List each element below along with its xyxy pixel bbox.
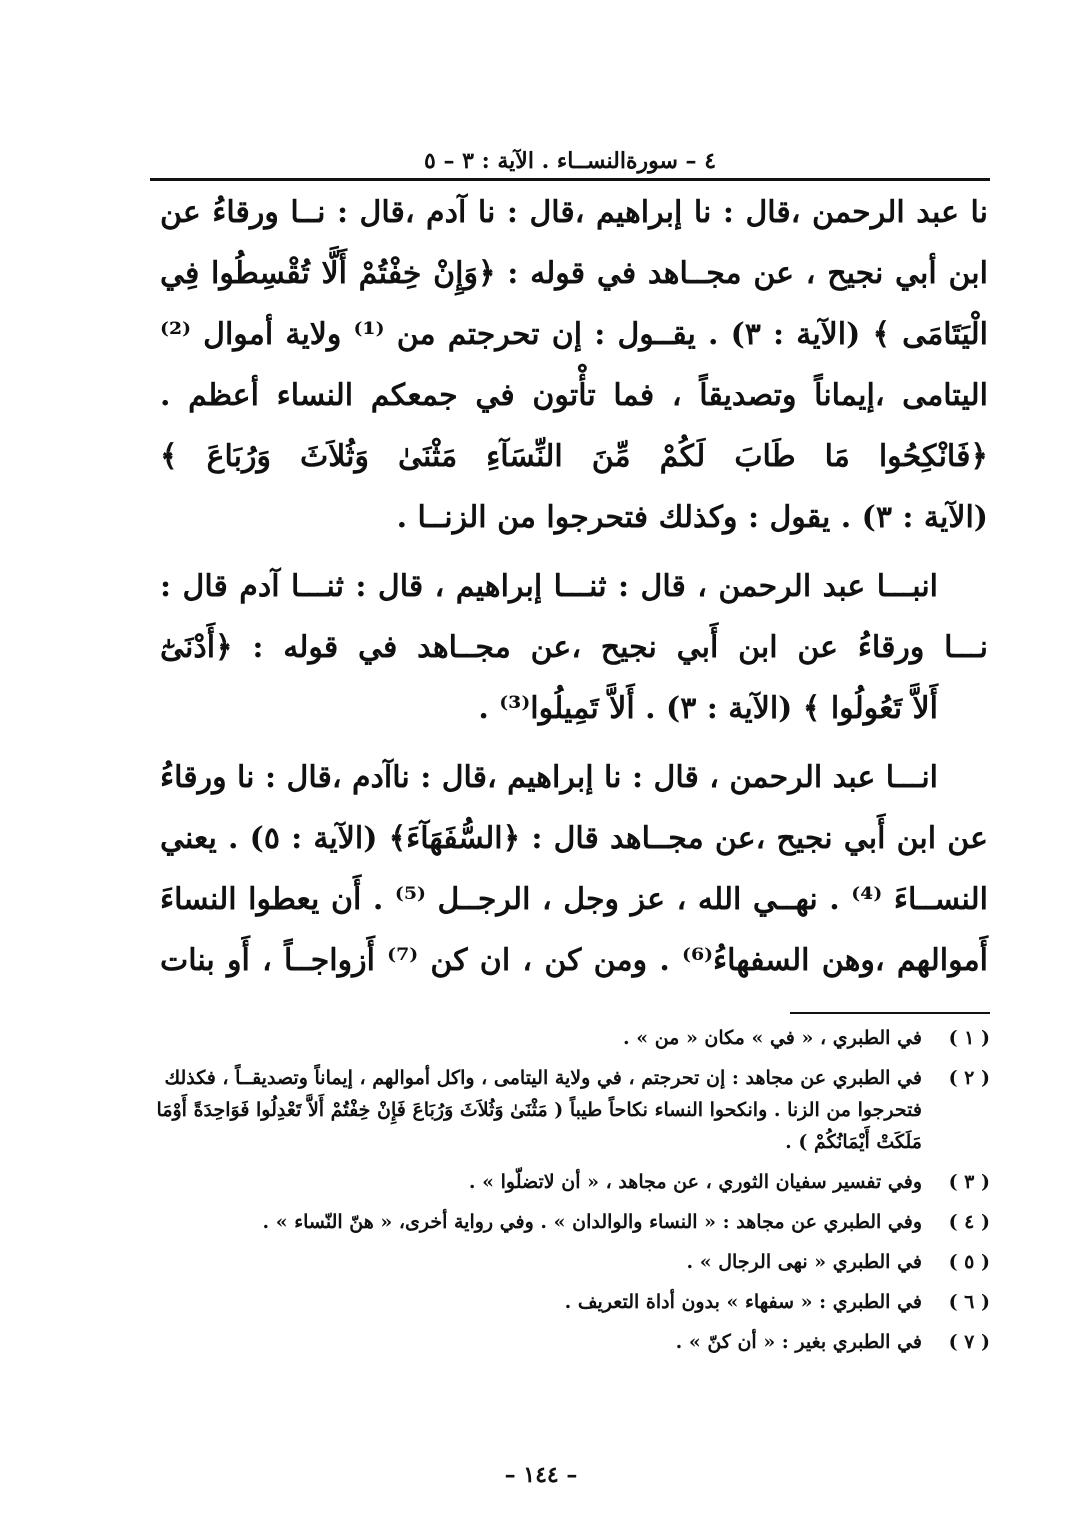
footnote-number: ( ١ ) xyxy=(948,1027,990,1049)
text-line: أعظم . ﴿فَانْكِحُوا مَا طَابَ لَكُمْ مِّنَ النِّسَآءِ مَثْنَىٰ وَثُلاَثَ وَرُبَاعَ ﴾ xyxy=(160,378,988,474)
text-line: (الآية : ٣) . يقول : وكذلك فتحرجوا من الزنــا . xyxy=(396,500,988,535)
footnote-text: في الطبري عن مجاهد : إن تحرجتم ، في ولاية اليتامى ، واكل أموالهم ، إيماناً وتصديقــاً ، فكذلك فتحرجوا من الزنا . وانكحوا النساء نكاحاً طيباً ( مَثْنَىٰ وَثُلاَثَ وَرُبَاعَ فَإِنْ خِفْتُمْ أَلاَّ تَعْدِلُوا فَوَاحِدَةً أَوْمَا مَلَكَتْ أَيْمَانُكُمْ ) . xyxy=(156,1067,922,1153)
footnote-1 xyxy=(140,1022,990,1054)
footnote-number: ( ٤ ) xyxy=(948,1211,990,1233)
text-line: تُقْسِطُوا فِي الْيَتَامَى ﴾ (الآية : ٣) . يقــول : إن تحرجتم من ⁽¹⁾ ولاية xyxy=(160,256,988,352)
text-line: يعني النســاءَ ⁽⁴⁾ . نهــي الله ، عز وجل ، الرجــل ⁽⁵⁾ . أَن يعطوا النساءَ xyxy=(160,821,989,917)
text-line: أَموالهم ،وهن السفهاءُ⁽⁶⁾ . ومن كن ، ان كن ⁽⁷⁾ أَزواجــاً ، أَو بنات xyxy=(160,943,989,978)
text-line: قال : نـــا ورقاءُ عن ابن أَبي نجيح ،عن مجــاهد في قوله : ﴿أَدْنَىٰٓ xyxy=(160,569,988,665)
paragraph-3 xyxy=(160,747,988,991)
footnote-number: ( ٢ ) xyxy=(948,1067,990,1089)
text-line: ورقاءُ عن ابن أبي نجيح ، عن مجــاهد في قوله : ﴿وَإِنْ خِفْتُمْ أَلَّا xyxy=(160,195,988,291)
footnotes xyxy=(140,1022,990,1366)
footnote-5 xyxy=(140,1246,990,1278)
footnote-rule xyxy=(790,1012,990,1014)
paragraph-2 xyxy=(160,556,988,739)
footnote-text: وفي الطبري عن مجاهد : « النساء والوالدان » . وفي رواية أخرى، « هنّ النّساء » . xyxy=(262,1211,922,1233)
text-line: أَلاَّ تَعُولُوا ﴾ (الآية : ٣) . أَلاَّ تَمِيلُوا⁽³⁾ . xyxy=(478,691,938,726)
footnote-number: ( ٦ ) xyxy=(948,1291,990,1313)
footnote-text: في الطبري « نهى الرجال » . xyxy=(686,1251,922,1273)
main-text xyxy=(160,182,988,991)
paragraph-1 xyxy=(160,182,988,548)
footnote-text: في الطبري ، « في » مكان « من » . xyxy=(622,1027,922,1049)
footnote-text: وفي تفسير سفيان الثوري ، عن مجاهد ، « أن لاتضلّوا » . xyxy=(468,1171,922,1193)
text-line: انـــا عبد الرحمن ، قال : نا إبراهيم ،قال : ناآدم ،قال : xyxy=(265,760,938,795)
footnote-text: في الطبري بغير : « أن كنّ » . xyxy=(675,1331,922,1353)
footnote-number: ( ٣ ) xyxy=(948,1171,990,1193)
text-line: نا عبد الرحمن ،قال : نا إبراهيم ،قال : نا آدم ،قال : نــا xyxy=(290,195,988,230)
footnote-text: في الطبري : « سفهاء » بدون أداة التعريف . xyxy=(564,1291,922,1313)
footnote-2 xyxy=(140,1062,990,1158)
header-rule xyxy=(150,178,990,181)
text-line: نا ورقاءُ عن ابن أَبي نجيح ،عن مجــاهد قال : ﴿السُّفَهَآءَ﴾ (الآية : ٥) . xyxy=(160,760,988,856)
footnote-6 xyxy=(140,1286,990,1318)
footnote-4 xyxy=(140,1206,990,1238)
footnote-number: ( ٥ ) xyxy=(948,1251,990,1273)
footnote-7 xyxy=(140,1326,990,1358)
text-line: أموال ⁽²⁾ اليتامى ،إيماناً وتصديقاً ، فما تأْتون في جمعكم النساء xyxy=(160,317,988,413)
page-number: – ١٤٤ – xyxy=(504,1462,578,1488)
footnote-number: ( ٧ ) xyxy=(948,1331,990,1353)
text-line: انبـــا عبد الرحمن ، قال : ثنـــا إبراهيم ، قال : ثنـــا آدم xyxy=(239,569,939,604)
running-header: ٤ – سورةالنســاء . الآية : ٣ – ٥ xyxy=(423,148,717,174)
footnote-3 xyxy=(140,1166,990,1198)
